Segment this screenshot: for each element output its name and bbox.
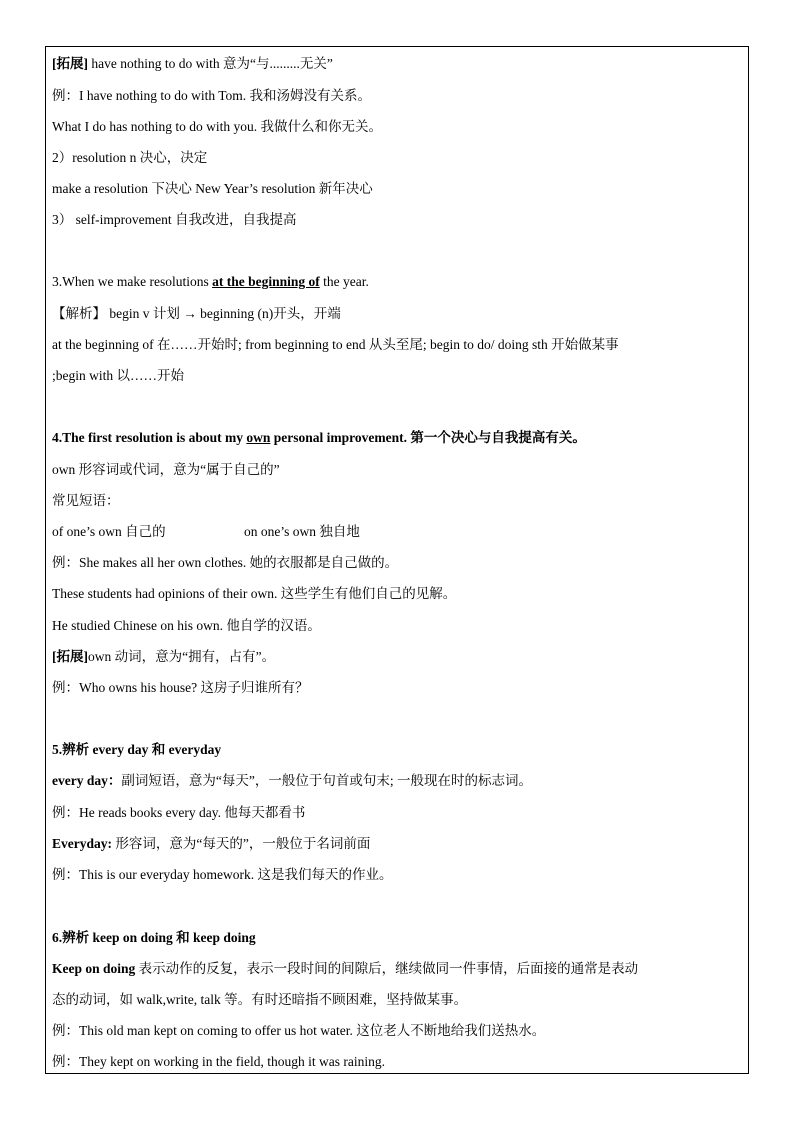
analysis-line: 【解析】 begin v 计划 → beginning (n)开头，开端: [52, 306, 341, 321]
example-line: 例：This old man kept on coming to offer us hot water. 这位老人不断地给我们送热水。: [52, 1023, 546, 1038]
example-line: 例：This is our everyday homework. 这是我们每天的作业。: [52, 867, 393, 882]
expansion-tag: [拓展]: [52, 56, 88, 71]
definition-line: 态的动词，如 walk,write, talk 等。有时还暗指不顾困难，坚持做某事。: [52, 992, 468, 1007]
sentence-heading: 3.When we make resolutions at the beginning of the year.: [52, 274, 369, 289]
definition-line: own 形容词或代词，意为“属于自己的”: [52, 462, 280, 477]
definition-line: every day：副词短语，意为“每天”，一般位于句首或句末; 一般现在时的标志词。: [52, 773, 532, 788]
example-line: He studied Chinese on his own. 他自学的汉语。: [52, 618, 321, 633]
vocab-line: 2）resolution n 决心，决定: [52, 150, 208, 165]
expansion-line: [拓展]own 动词，意为“拥有，占有”。: [52, 649, 276, 664]
phrase-line: at the beginning of 在……开始时; from beginning to end 从头至尾; begin to do/ doing sth 开始做某事: [52, 337, 619, 352]
definition-line: Keep on doing 表示动作的反复，表示一段时间的间隙后，继续做同一件事情，后面接的通常是表动: [52, 961, 639, 976]
expansion-tag: [拓展]: [52, 649, 88, 664]
example-line: These students had opinions of their own. 这些学生有他们自己的见解。: [52, 586, 457, 601]
section-heading: 6.辨析 keep on doing 和 keep doing: [52, 930, 256, 945]
example-line: 例：She makes all her own clothes. 她的衣服都是自己做的。: [52, 555, 399, 570]
example-line: 例：I have nothing to do with Tom. 我和汤姆没有关系。: [52, 88, 372, 103]
definition-line: Everyday: 形容词，意为“每天的”，一般位于名词前面: [52, 836, 371, 851]
vocab-line: 3） self-improvement 自我改进，自我提高: [52, 212, 297, 227]
example-line: 例：He reads books every day. 他每天都看书: [52, 805, 306, 820]
phrase-line: on one’s own 独自地: [244, 524, 360, 539]
example-line: 例：They kept on working in the field, though it was raining.: [52, 1054, 385, 1069]
underlined-phrase: at the beginning of: [212, 274, 320, 289]
example-line: 例：Who owns his house? 这房子归谁所有？: [52, 680, 309, 695]
sentence-heading: 4.The first resolution is about my own personal improvement. 第一个决心与自我提高有关。: [52, 430, 586, 445]
expansion-line: [拓展] have nothing to do with 意为“与.........无关”: [52, 56, 333, 71]
common-phrases-label: 常见短语：: [52, 493, 120, 508]
phrase-line: make a resolution 下决心 New Year’s resolution 新年决心: [52, 181, 373, 196]
phrase-line: ;begin with 以……开始: [52, 368, 184, 383]
section-heading: 5.辨析 every day 和 everyday: [52, 742, 222, 757]
underlined-word: own: [246, 430, 271, 445]
example-line: What I do has nothing to do with you. 我做什么和你无关。: [52, 119, 382, 134]
phrase-line: of one’s own 自己的: [52, 524, 166, 539]
